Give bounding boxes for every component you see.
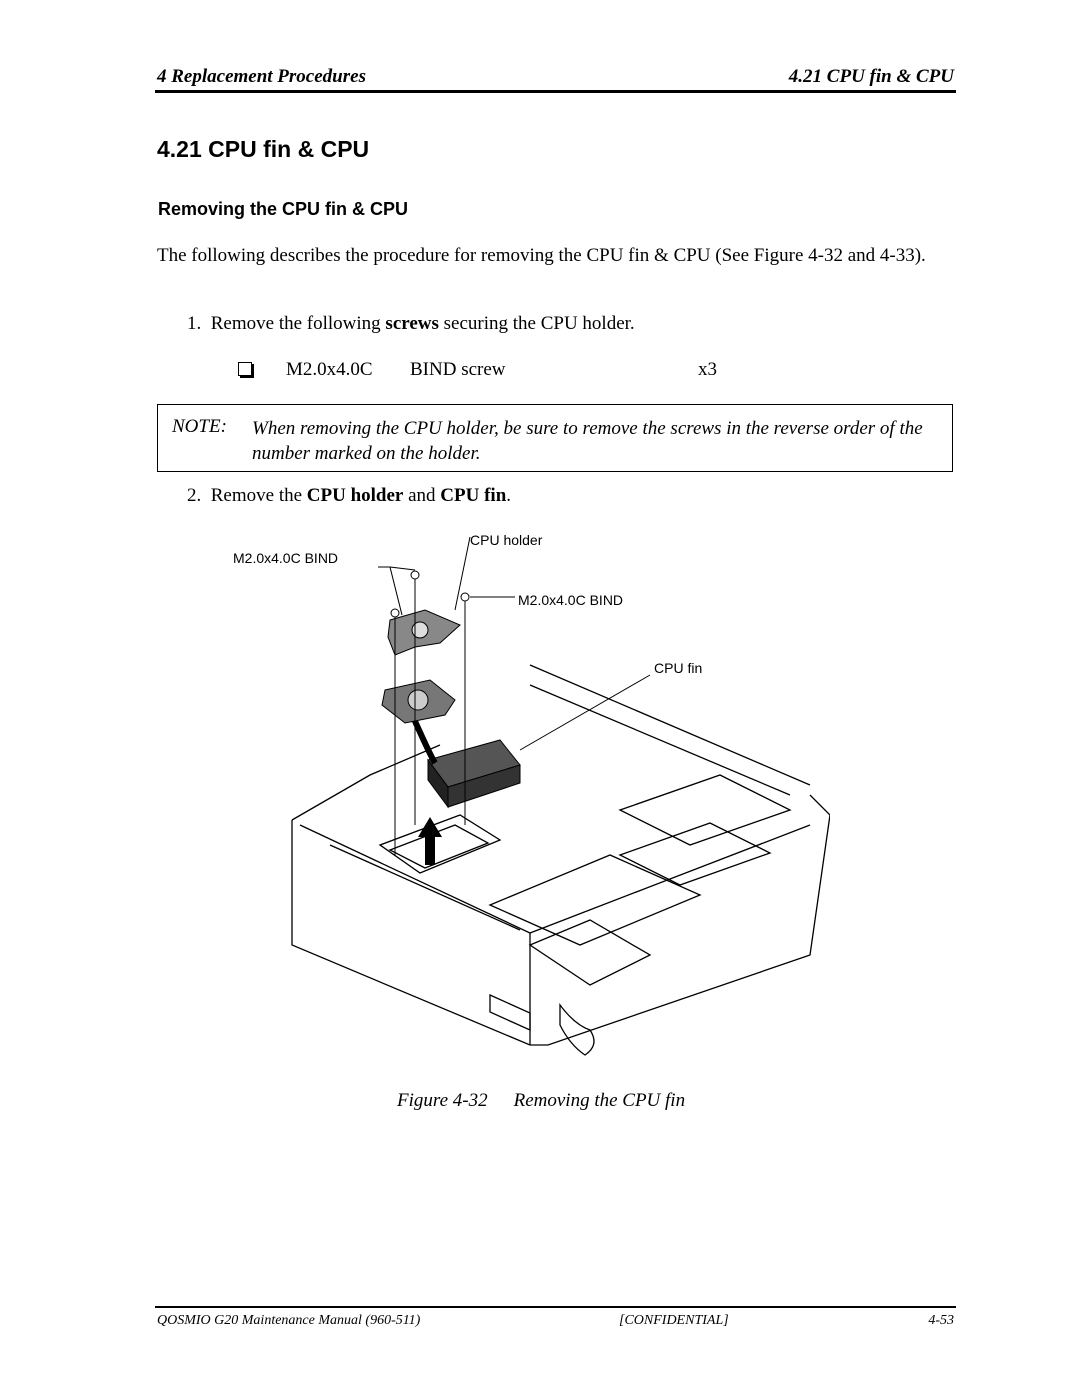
step-2 xyxy=(187,485,511,507)
header-section: 4.21 CPU fin & CPU xyxy=(788,66,954,87)
step-text: Remove the xyxy=(210,485,307,506)
screw-qty: x3 xyxy=(698,359,717,380)
intro-paragraph: The following describes the procedure for removing the CPU fin & CPU (See Figure 4-32 and 4-33). xyxy=(157,245,926,266)
screw-list-item xyxy=(238,359,728,383)
checkbox-bullet-icon xyxy=(238,362,252,376)
header-rule xyxy=(155,90,956,93)
note-label: NOTE: xyxy=(172,416,227,437)
label-bind-left: M2.0x4.0C BIND xyxy=(233,550,339,566)
subsection-title: Removing the CPU fin & CPU xyxy=(158,199,409,219)
cpu-holder-part xyxy=(388,610,460,655)
cpu-fin-removal-illustration xyxy=(230,525,830,1065)
label-cpu-fin: CPU fin xyxy=(654,660,703,676)
label-cpu-holder: CPU holder xyxy=(470,532,543,548)
step-text: Remove the following xyxy=(210,313,386,334)
step-number: 2. xyxy=(187,485,202,506)
step-emphasis: screws xyxy=(385,313,439,334)
figure-caption xyxy=(397,1090,685,1112)
section-title: 4.21 CPU fin & CPU xyxy=(157,136,370,162)
step-text: and xyxy=(403,485,441,506)
screw-icons xyxy=(391,571,469,617)
screw-part: M2.0x4.0C xyxy=(286,359,373,380)
step-emphasis: CPU fin xyxy=(440,485,507,506)
page-header xyxy=(157,64,954,90)
step-text: securing the CPU holder. xyxy=(438,313,635,334)
footer-manual-title: QOSMIO G20 Maintenance Manual (960-511) xyxy=(157,1313,421,1328)
step-1 xyxy=(187,313,635,335)
note-text: When removing the CPU holder, be sure to remove the screws in the reverse order of the number marked on the holder. xyxy=(252,418,923,464)
label-bind-right: M2.0x4.0C BIND xyxy=(518,592,624,608)
lift-arrow-icon xyxy=(418,817,442,865)
screw-type: BIND screw xyxy=(410,359,506,380)
footer-rule xyxy=(155,1306,956,1308)
figure-title: Removing the CPU fin xyxy=(513,1090,686,1111)
step-emphasis: CPU holder xyxy=(306,485,404,506)
footer-confidential: [CONFIDENTIAL] xyxy=(619,1313,729,1328)
figure-number: Figure 4-32 xyxy=(397,1090,488,1111)
header-chapter: 4 Replacement Procedures xyxy=(157,66,366,87)
thermal-plate xyxy=(382,680,455,723)
footer-page-number: 4-53 xyxy=(928,1313,954,1328)
laptop-base-outline xyxy=(292,665,830,1055)
step-text: . xyxy=(506,485,512,506)
note-box xyxy=(157,404,953,472)
step-number: 1. xyxy=(187,313,202,334)
